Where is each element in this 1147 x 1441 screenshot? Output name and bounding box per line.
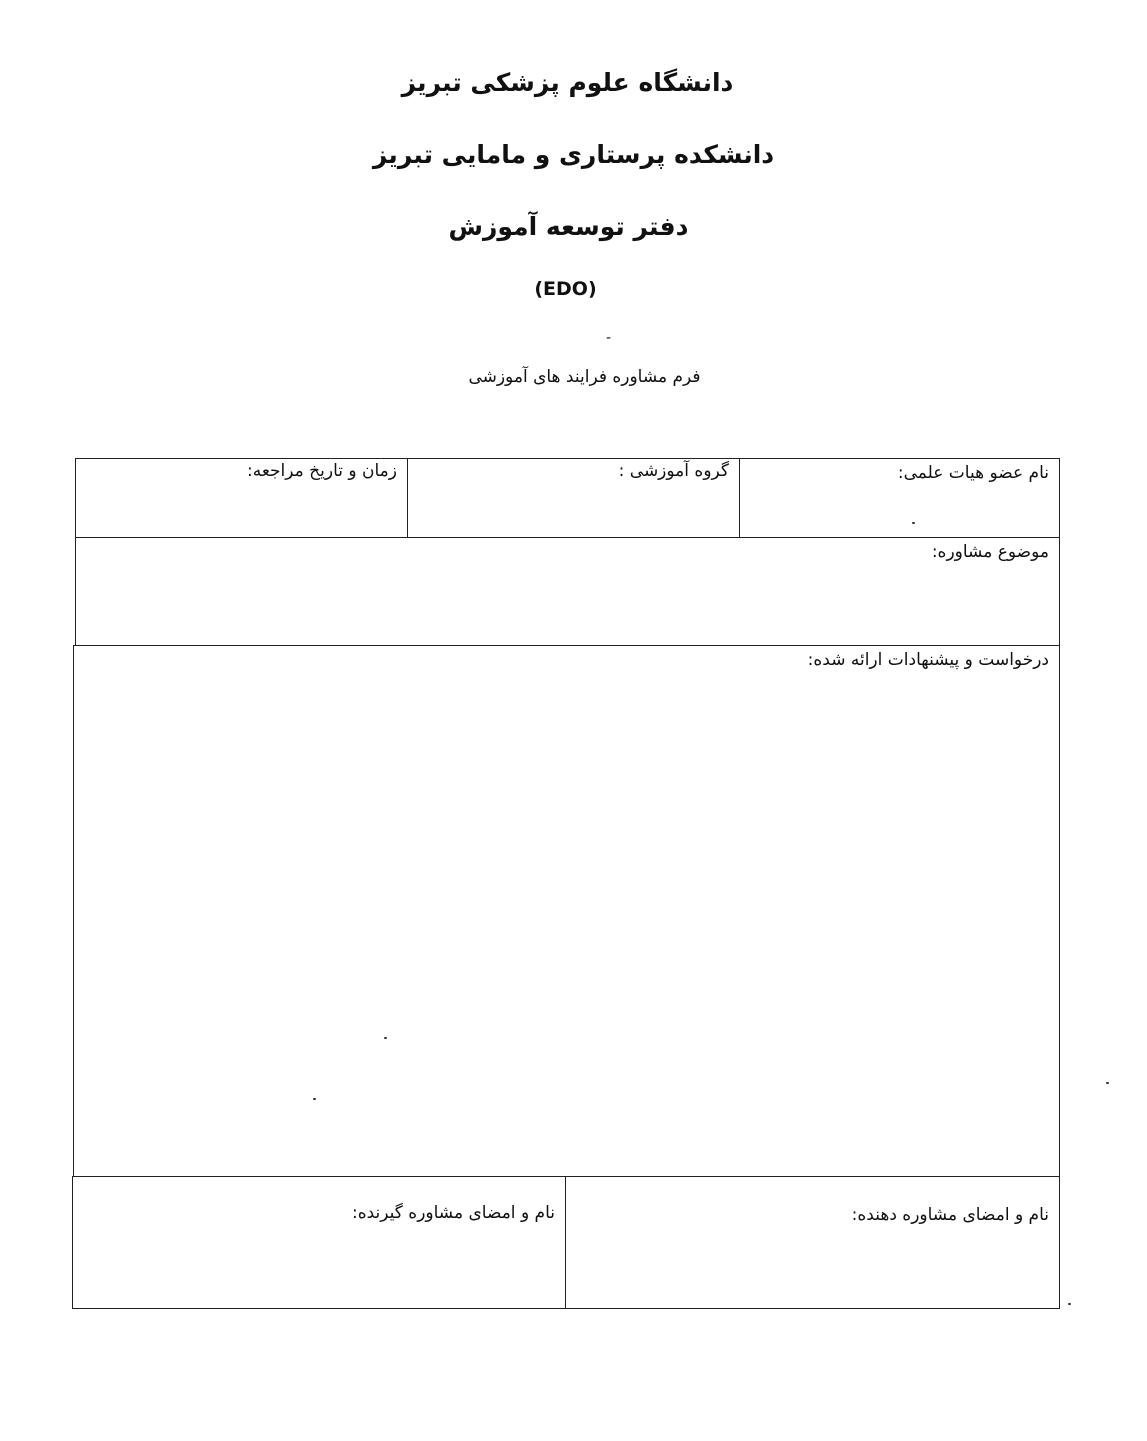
faculty-member-label: نام عضو هیات علمی: (897, 463, 1049, 483)
scan-speck (1106, 1082, 1109, 1084)
requests-cell[interactable] (73, 645, 1060, 1177)
scan-speck (313, 1098, 316, 1100)
topic-label: موضوع مشاوره: (931, 542, 1049, 562)
topic-cell[interactable] (75, 537, 1060, 646)
department-cell[interactable] (407, 458, 740, 538)
office-abbreviation: (EDO) (534, 278, 597, 300)
visit-time-label: زمان و تاریخ مراجعه: (247, 461, 397, 481)
separator-mark: - (606, 330, 612, 346)
faculty-member-cell[interactable] (739, 458, 1060, 538)
department-label: گروه آموزشی : (618, 461, 729, 481)
scan-speck (912, 522, 915, 524)
requests-label: درخواست و پیشنهادات ارائه شده: (807, 650, 1049, 670)
consultee-signature-label: نام و امضای مشاوره گیرنده: (352, 1203, 555, 1223)
form-title: فرم مشاوره فرایند های آموزشی (468, 367, 701, 387)
university-title: دانشگاه علوم پزشکی تبریز (401, 68, 734, 97)
faculty-title: دانشکده پرستاری و مامایی تبریز (372, 140, 775, 169)
scan-speck (1068, 1303, 1071, 1305)
office-title: دفتر توسعه آموزش (448, 212, 689, 241)
consultant-signature-cell[interactable] (565, 1176, 1060, 1309)
visit-time-cell[interactable] (75, 458, 408, 538)
consultee-signature-cell[interactable] (72, 1176, 566, 1309)
scan-speck (384, 1037, 387, 1039)
consultant-signature-label: نام و امضای مشاوره دهنده: (851, 1205, 1049, 1225)
